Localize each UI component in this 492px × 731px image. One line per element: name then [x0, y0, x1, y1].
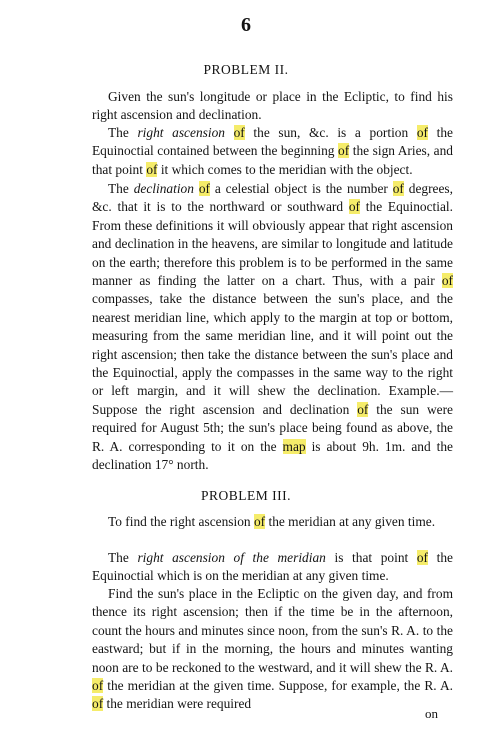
catchword: on — [425, 706, 438, 721]
problem-3-heading: PROBLEM III. — [201, 488, 291, 503]
meridian-ra-definition: The right ascension of the meridian is that point of the Equinoctial which is on the meridian at any given time. — [92, 550, 453, 584]
problem-2-statement: Given the sun's longitude or place in the Ecliptic, to find his right ascension and declination. — [92, 89, 453, 123]
right-ascension-definition: The right ascension of the sun, &c. is a portion of the Equinoctial contained between the beginning of the sign Aries, and that point of it which comes to the meridian with the object. — [92, 125, 453, 177]
problem-2-heading: PROBLEM II. — [203, 62, 289, 77]
problem-3-statement: To find the right ascension of the meridian at any given time. — [108, 514, 436, 529]
declination-definition: The declination of a celestial object is the number of degrees, &c. that it is to the northward or southward of the Equinoctial. From these definitions it will obviously appear that right ascension and declination in the heavens, are similar to longitude and latitude on the earth; therefore this problem is to be performed in the same manner as finding the latter on a chart. Thus, with a pair of compasses, take the distance between the sun's place, and the nearest meridian line, which apply to the margin at top or bottom, measuring from the same meridian line, and it will point out the right ascension; then take the distance between the sun's place and the Equinoctial, apply the compasses in the same way to the right or left margin, and it will shew the declination. Example.—Suppose the right ascension and declination of the sun were required for August 5th; the sun's place being found as above, the R. A. corresponding to it on the map is about 9h. 1m. and the declination 17° north. — [92, 181, 453, 473]
page-number: 6 — [241, 14, 251, 36]
problem-3-method: Find the sun's place in the Ecliptic on the given day, and from thence its right ascension; then if the time be in the afternoon, count the hours and minutes since noon, from the sun's R. A. to the eastward; but if in the morning, the hours and minutes wanting noon are to be reckoned to the westward, and it will shew the R. A. of the meridian at the given time. Suppose, for example, the R. A. of the meridian were required — [92, 586, 453, 712]
